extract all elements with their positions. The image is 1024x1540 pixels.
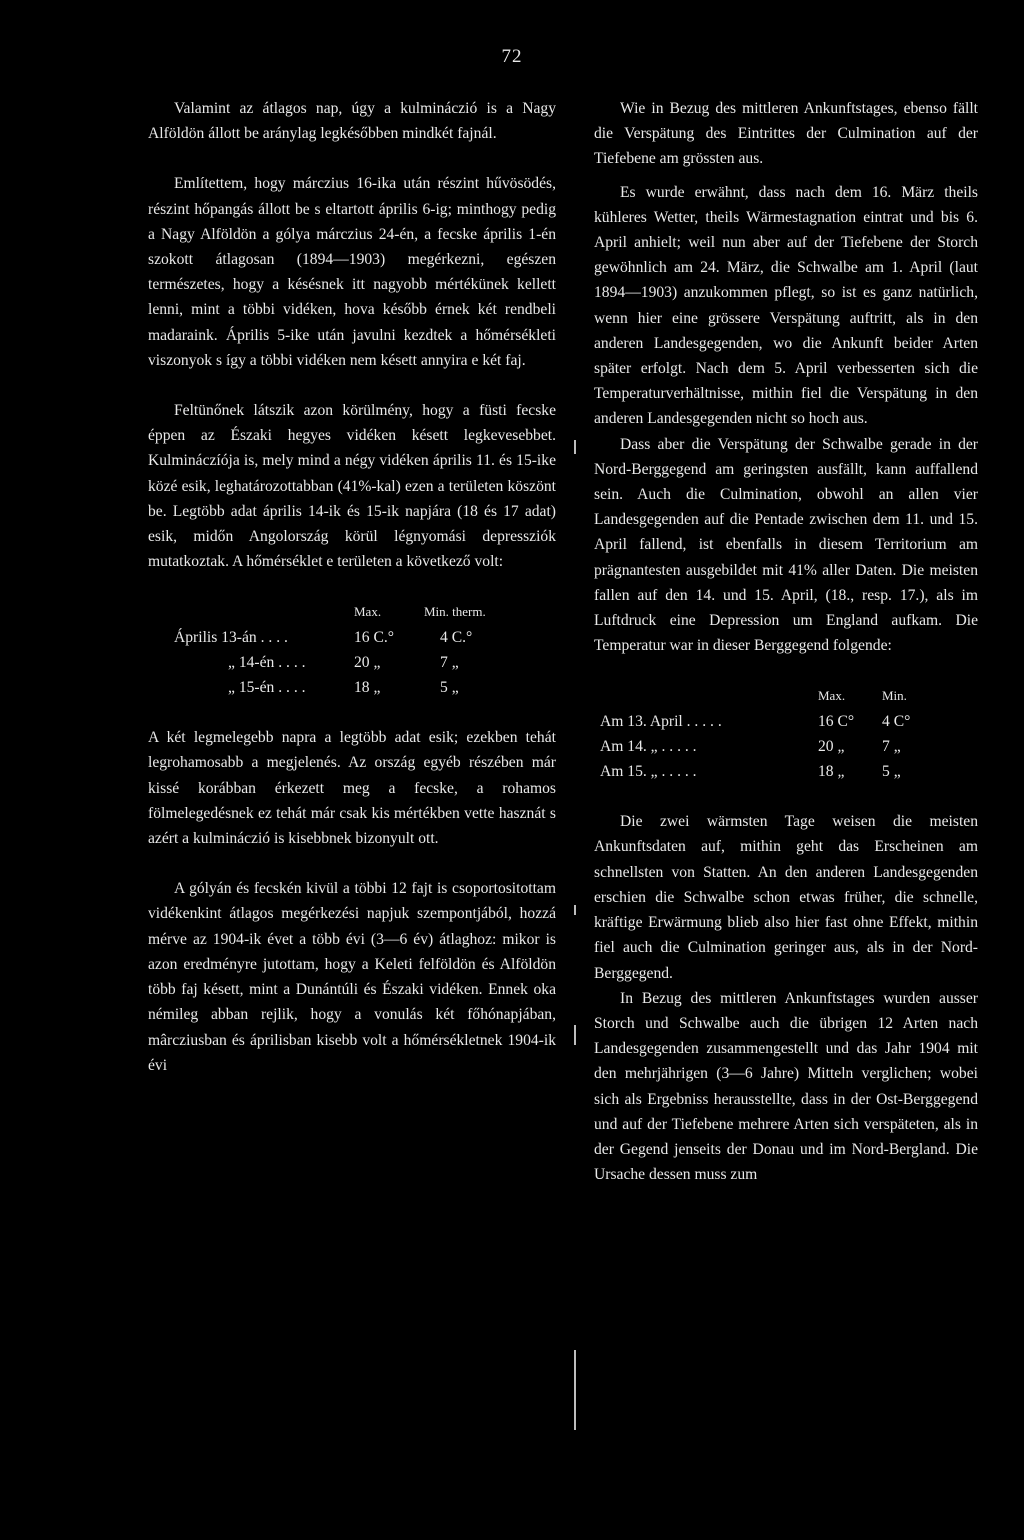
- row-min: 7 „: [440, 653, 459, 671]
- paragraph: A két legmelegebb napra a legtöbb adat esik; ezekben tehát legrohamosabb a megjelenés. Az ország egyéb részében már kissé korábban érkezett meg a fecske, a rohamos fölmelegedésnek ez tehát már csak kis mértékben vette hasznát s azért a kulmináczió is kisebbnek bizonyult ott.: [148, 729, 556, 848]
- column-divider: [574, 905, 576, 915]
- row-label: Április 13-án . . . .: [174, 628, 288, 646]
- row-min: 4 C.°: [440, 628, 473, 646]
- table-row: [174, 675, 486, 700]
- table-row: [174, 625, 486, 650]
- column-header-min: Min.: [882, 688, 907, 704]
- paragraph: Dass aber die Verspätung der Schwalbe gerade in der Nord-Berggegend am geringsten ausfällt, kann auffallend sein. Auch die Culmination, obwohl an allen vier Landesgegenden auf die Pentade zwischen dem 11. und 15. April fallend, ist ebenfalls in diesem Territorium am prägnantesten ausgebildet mit 41% aller Daten. Die meisten fallen auf den 14. und 15. April, (18., resp. 17.), als im Luftdruck eine Depression um England aufkam. Die Temperatur war in dieser Berggegend folgende:: [594, 435, 978, 655]
- paragraph: Említettem, hogy márczius 16-ika után részint hűvösödés, részint hőpangás állott be s eltartott április 6-ig; minthogy pedig a Nagy Alföldön a gólya márczius 24-én, a fecske április 1-én szokott átlagosan (1894—1903) megérkezni, egészen természetes, hogy a késésnek itt nagyobb mértékünek kellett lenni, mint a többi vidéken, hova később érnek két rendbeli madaraink. Április 5-ike után javulni kezdtek a hőmérsékleti viszonyok s így a többi vidéken nem késett annyira e két faj.: [148, 175, 556, 369]
- row-min: 4 C°: [882, 712, 911, 730]
- column-divider: [574, 1025, 576, 1045]
- german-column: [594, 96, 978, 1187]
- row-max: 20 „: [818, 737, 845, 755]
- row-label: Am 14. „ . . . . .: [600, 737, 697, 755]
- paragraph: Wie in Bezug des mittleren Ankunftstages, ebenso fällt die Verspätung des Eintrittes der Culmination auf der Tiefebene am grössten aus.: [594, 100, 978, 168]
- row-max: 16 C°: [818, 712, 855, 730]
- temperature-table: [174, 599, 486, 700]
- row-label: „ 14-én . . . .: [228, 653, 306, 671]
- temperature-table: [600, 683, 910, 784]
- column-divider: [574, 440, 576, 454]
- column-header-min: Min. therm.: [424, 604, 486, 620]
- paragraph: Feltünőnek látszik azon körülmény, hogy a füsti fecske éppen az Északi hegyes vidéken késett legkevesebbet. Kulmináczíója is, mely mind a négy vidéken április 11. és 15-ike közé esik, leghatározottabban (41%-kal) ezen a területen köszönt be. Legtöbb adat április 14-ik és 15-ik napjára (18 és 17 adat) esik, midőn Angolország körül légnyomási depressziók mutatkoztak. A hőmérséklet e területen a következő volt:: [148, 402, 556, 571]
- page-number: 72: [501, 46, 523, 67]
- row-min: 5 „: [882, 763, 901, 781]
- row-max: 18 „: [354, 679, 381, 697]
- paragraph: Valamint az átlagos nap, úgy a kulmináczió is a Nagy Alföldön állott be aránylag legkésőbben mindkét fajnál.: [148, 100, 556, 143]
- table-row: [600, 759, 910, 784]
- table-row: [600, 709, 910, 734]
- row-max: 18 „: [818, 763, 845, 781]
- row-label: Am 15. „ . . . . .: [600, 763, 697, 781]
- column-header-max: Max.: [818, 688, 846, 704]
- row-min: 7 „: [882, 737, 901, 755]
- row-label: Am 13. April . . . . .: [600, 712, 722, 730]
- paragraph: A gólyán és fecskén kivül a többi 12 fajt is csoportositottam vidékenkint átlagos megérkezési napjuk szempontjából, hozzá mérve az 1904-ik évet a több évi (3—6 év) átlaghoz: mikor is azon eredményre jutottam, hogy a Keleti felföldön és Alföldön több faj késett, mint a Dunántúli és Északi vidéken. Ennek oka némileg abban rejlik, hogy a vonulás két főhónapjában, mârcziusban és áprilisban kisebb volt a hőmérsékletnek 1904-ik évi: [148, 880, 556, 1074]
- paragraph: Es wurde erwähnt, dass nach dem 16. März theils kühleres Wetter, theils Wärmestagnation eintrat und bis 6. April anhielt; weil nun aber auf der Tiefebene der Storch gewöhnlich am 24. März, die Schwalbe am 1. April (laut 1894—1903) anzukommen pflegt, so ist es ganz natürlich, wenn hier eine grössere Verspätung auftritt, als in den anderen Landesgegenden, wo die Ankunft beider Arten später erfolgt. Nach dem 5. April verbesserten sich die Temperaturverhältnisse, mithin fiel die Verspätung in den anderen Landesgegenden nicht so hoch aus.: [594, 183, 978, 428]
- column-header-max: Max.: [354, 604, 382, 620]
- hungarian-column: [148, 96, 556, 1078]
- paragraph: Die zwei wärmsten Tage weisen die meisten Ankunftsdaten auf, mithin geht das Erscheinen am schnellsten von Statten. An den anderen Landesgegenden erschien die Schwalbe schon etwas früher, die schnelle, kräftige Erwärmung blieb also hier fast ohne Effekt, mithin fiel auch die Culmination geringer aus, als in der Nord-Berggegend.: [594, 813, 978, 982]
- row-label: „ 15-én . . . .: [228, 679, 306, 697]
- paragraph: In Bezug des mittleren Ankunftstages wurden ausser Storch und Schwalbe auch die übrigen 12 Arten nach Landesgegenden zusammengestellt und das Jahr 1904 mit den mehrjährigen (3—6 Jahre) Mitteln verglichen; wobei sich als Ergebniss herausstellte, dass in der Ost-Berggegend und auf der Tiefebene mehrere Arten sich verspäteten, als in der Gegend jenseits der Donau und im Nord-Bergland. Die Ursache dessen muss zum: [594, 989, 978, 1184]
- table-row: [600, 734, 910, 759]
- column-divider: [574, 1350, 576, 1430]
- table-row: [174, 650, 486, 675]
- row-max: 20 „: [354, 653, 381, 671]
- row-min: 5 „: [440, 679, 459, 697]
- row-max: 16 C.°: [354, 628, 395, 646]
